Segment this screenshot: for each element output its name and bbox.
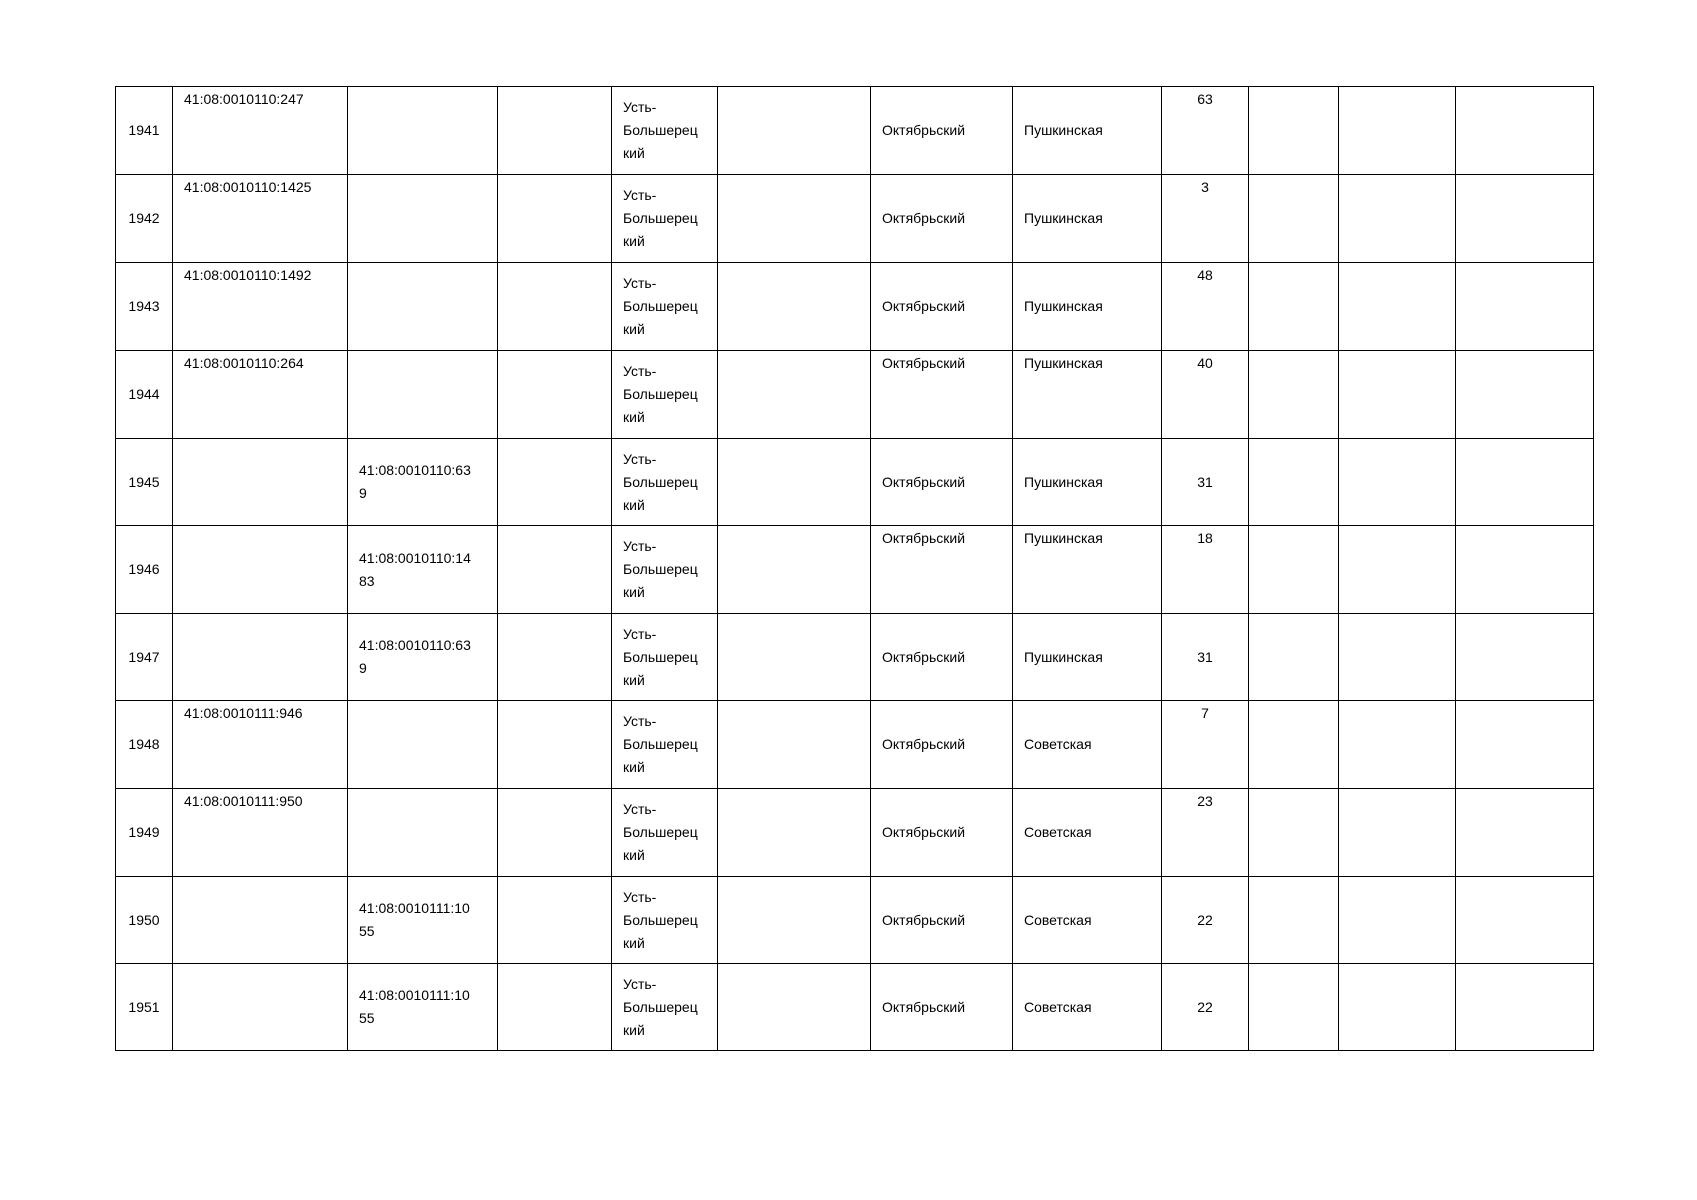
cadastral-number: 41:08:0010111:946: [184, 705, 303, 721]
house-number: 40: [1197, 355, 1213, 371]
district-line: Усть-: [623, 450, 657, 467]
row-number: 1951: [128, 998, 160, 1015]
parent-cadastral-number-cell: [348, 614, 498, 701]
table-row: [116, 701, 1594, 789]
street: Советская: [1024, 998, 1092, 1015]
district-line: кий: [623, 934, 645, 951]
parent-cadastral-number-line: 55: [359, 923, 375, 939]
district-cell: [612, 701, 718, 789]
table-row: [116, 526, 1594, 614]
house-number: 63: [1197, 91, 1213, 107]
empty-cell: [1339, 351, 1456, 439]
empty-cell: [718, 351, 871, 439]
street: Советская: [1024, 824, 1092, 840]
empty-cell: [1249, 439, 1339, 526]
parent-cadastral-number-cell: [348, 789, 498, 877]
empty-cell: [718, 614, 871, 701]
settlement: Октябрьский: [882, 355, 966, 371]
district-line: кий: [623, 1021, 645, 1038]
street: Пушкинская: [1024, 530, 1103, 546]
house-number-cell: [1162, 789, 1249, 877]
settlement-cell: [871, 351, 1013, 439]
district-cell: [612, 175, 718, 263]
row-number-cell: [116, 175, 173, 263]
parent-cadastral-number-cell: [348, 439, 498, 526]
row-number: 1946: [128, 561, 160, 577]
street-cell: [1013, 526, 1162, 614]
empty-cell: [1456, 263, 1594, 351]
district-line: Усть-: [623, 801, 657, 817]
empty-cell: [718, 964, 871, 1051]
district-cell: [612, 964, 718, 1051]
table-body: [116, 87, 1594, 1051]
empty-cell: [498, 614, 612, 701]
street-cell: [1013, 701, 1162, 789]
district-cell: [612, 87, 718, 175]
cadastral-number-cell: [173, 877, 348, 964]
district-line: Большерец: [623, 386, 698, 402]
row-number: 1948: [128, 736, 160, 752]
house-number: 48: [1197, 267, 1213, 283]
empty-cell: [498, 351, 612, 439]
district-line: Большерец: [623, 298, 698, 314]
parent-cadastral-number-cell: [348, 263, 498, 351]
empty-cell: [1249, 701, 1339, 789]
street-cell: [1013, 263, 1162, 351]
house-number-cell: [1162, 439, 1249, 526]
table-row: [116, 789, 1594, 877]
empty-cell: [1456, 789, 1594, 877]
settlement: Октябрьский: [882, 998, 966, 1015]
empty-cell: [498, 175, 612, 263]
district-line: Усть-: [623, 363, 657, 379]
house-number: 31: [1197, 648, 1213, 665]
house-number: 22: [1197, 998, 1213, 1015]
street-cell: [1013, 964, 1162, 1051]
settlement: Октябрьский: [882, 911, 966, 928]
district-line: Большерец: [623, 473, 698, 490]
street: Пушкинская: [1024, 122, 1103, 138]
cadastral-number: 41:08:0010110:1425: [184, 179, 312, 195]
district-line: Усть-: [623, 713, 657, 729]
district-line: кий: [623, 233, 645, 249]
settlement-cell: [871, 614, 1013, 701]
empty-cell: [1456, 701, 1594, 789]
parent-cadastral-number-line: 41:08:0010111:10: [359, 900, 470, 916]
house-number-cell: [1162, 526, 1249, 614]
empty-cell: [1339, 526, 1456, 614]
house-number: 18: [1197, 530, 1213, 546]
street-cell: [1013, 439, 1162, 526]
settlement: Октябрьский: [882, 648, 966, 665]
row-number: 1950: [128, 911, 160, 928]
street-cell: [1013, 87, 1162, 175]
settlement: Октябрьский: [882, 530, 966, 546]
district-line: Большерец: [623, 648, 698, 665]
settlement-cell: [871, 263, 1013, 351]
empty-cell: [1456, 439, 1594, 526]
registry-table: [115, 86, 1594, 1051]
row-number-cell: [116, 701, 173, 789]
district-line: кий: [623, 321, 645, 337]
parent-cadastral-number-cell: [348, 701, 498, 789]
district-line: кий: [623, 496, 645, 513]
empty-cell: [498, 789, 612, 877]
street-cell: [1013, 351, 1162, 439]
settlement: Октябрьский: [882, 298, 966, 314]
empty-cell: [718, 175, 871, 263]
parent-cadastral-number-line: 83: [359, 572, 375, 589]
row-number: 1949: [128, 824, 160, 840]
empty-cell: [498, 877, 612, 964]
district-line: Усть-: [623, 538, 657, 554]
row-number: 1943: [128, 298, 160, 314]
table-row: [116, 439, 1594, 526]
house-number-cell: [1162, 263, 1249, 351]
empty-cell: [1456, 87, 1594, 175]
empty-cell: [718, 701, 871, 789]
cadastral-number-cell: [173, 789, 348, 877]
row-number-cell: [116, 789, 173, 877]
row-number-cell: [116, 526, 173, 614]
settlement: Октябрьский: [882, 824, 966, 840]
empty-cell: [718, 877, 871, 964]
street: Пушкинская: [1024, 648, 1103, 665]
district-line: Усть-: [623, 625, 657, 642]
empty-cell: [1339, 877, 1456, 964]
empty-cell: [1339, 964, 1456, 1051]
settlement-cell: [871, 439, 1013, 526]
table-row: [116, 964, 1594, 1051]
cadastral-number: 41:08:0010110:247: [184, 91, 304, 107]
district-line: кий: [623, 847, 645, 863]
district-line: Усть-: [623, 187, 657, 203]
house-number-cell: [1162, 87, 1249, 175]
district-cell: [612, 263, 718, 351]
parent-cadastral-number-line: 41:08:0010110:63: [359, 462, 471, 478]
parent-cadastral-number-line: 9: [359, 660, 367, 676]
district-line: кий: [623, 409, 645, 425]
empty-cell: [1456, 964, 1594, 1051]
empty-cell: [1339, 701, 1456, 789]
row-number: 1942: [128, 210, 160, 226]
district-cell: [612, 439, 718, 526]
empty-cell: [1249, 263, 1339, 351]
district-line: кий: [623, 145, 645, 161]
empty-cell: [1249, 175, 1339, 263]
empty-cell: [498, 964, 612, 1051]
cadastral-number-cell: [173, 701, 348, 789]
empty-cell: [1456, 175, 1594, 263]
house-number-cell: [1162, 175, 1249, 263]
empty-cell: [718, 526, 871, 614]
empty-cell: [1456, 877, 1594, 964]
empty-cell: [1249, 614, 1339, 701]
district-line: Усть-: [623, 975, 657, 992]
row-number: 1945: [128, 473, 160, 490]
empty-cell: [498, 526, 612, 614]
empty-cell: [498, 263, 612, 351]
empty-cell: [1249, 964, 1339, 1051]
district-line: Усть-: [623, 888, 657, 905]
empty-cell: [1456, 526, 1594, 614]
parent-cadastral-number-cell: [348, 964, 498, 1051]
table-row: [116, 175, 1594, 263]
street: Пушкинская: [1024, 473, 1103, 490]
empty-cell: [1249, 877, 1339, 964]
house-number-cell: [1162, 964, 1249, 1051]
district-line: Большерец: [623, 561, 698, 577]
empty-cell: [718, 439, 871, 526]
cadastral-number-cell: [173, 439, 348, 526]
row-number-cell: [116, 439, 173, 526]
table-row: [116, 614, 1594, 701]
district-cell: [612, 526, 718, 614]
parent-cadastral-number-line: 41:08:0010110:14: [359, 549, 471, 566]
street-cell: [1013, 614, 1162, 701]
settlement-cell: [871, 175, 1013, 263]
parent-cadastral-number-cell: [348, 877, 498, 964]
empty-cell: [1339, 614, 1456, 701]
house-number: 22: [1197, 911, 1213, 928]
district-line: кий: [623, 584, 645, 600]
settlement-cell: [871, 877, 1013, 964]
cadastral-number: 41:08:0010111:950: [184, 793, 303, 809]
parent-cadastral-number-line: 41:08:0010111:10: [359, 987, 470, 1003]
empty-cell: [1249, 789, 1339, 877]
district-line: Большерец: [623, 911, 698, 928]
empty-cell: [1339, 263, 1456, 351]
district-cell: [612, 351, 718, 439]
row-number: 1941: [128, 122, 160, 138]
cadastral-number-cell: [173, 964, 348, 1051]
settlement: Октябрьский: [882, 736, 966, 752]
parent-cadastral-number-line: 55: [359, 1010, 375, 1026]
district-cell: [612, 789, 718, 877]
house-number: 31: [1197, 473, 1213, 490]
empty-cell: [1249, 87, 1339, 175]
district-line: кий: [623, 759, 645, 775]
empty-cell: [1456, 351, 1594, 439]
street: Советская: [1024, 911, 1092, 928]
row-number-cell: [116, 263, 173, 351]
empty-cell: [1249, 526, 1339, 614]
empty-cell: [1339, 175, 1456, 263]
settlement-cell: [871, 789, 1013, 877]
row-number-cell: [116, 87, 173, 175]
parent-cadastral-number-cell: [348, 351, 498, 439]
district-cell: [612, 877, 718, 964]
row-number: 1944: [128, 386, 160, 402]
street-cell: [1013, 877, 1162, 964]
street-cell: [1013, 175, 1162, 263]
empty-cell: [718, 263, 871, 351]
empty-cell: [1339, 789, 1456, 877]
row-number-cell: [116, 877, 173, 964]
house-number-cell: [1162, 351, 1249, 439]
table-row: [116, 877, 1594, 964]
empty-cell: [1456, 614, 1594, 701]
house-number-cell: [1162, 614, 1249, 701]
house-number-cell: [1162, 877, 1249, 964]
district-line: кий: [623, 671, 645, 688]
street: Пушкинская: [1024, 298, 1103, 314]
district-line: Усть-: [623, 275, 657, 291]
empty-cell: [718, 87, 871, 175]
street-cell: [1013, 789, 1162, 877]
row-number: 1947: [128, 648, 160, 665]
cadastral-number: 41:08:0010110:264: [184, 355, 304, 371]
house-number: 3: [1201, 179, 1209, 195]
table-row: [116, 351, 1594, 439]
empty-cell: [1249, 351, 1339, 439]
empty-cell: [1339, 439, 1456, 526]
district-line: Усть-: [623, 99, 657, 115]
district-line: Большерец: [623, 122, 698, 138]
empty-cell: [498, 439, 612, 526]
settlement-cell: [871, 701, 1013, 789]
street: Пушкинская: [1024, 210, 1103, 226]
empty-cell: [498, 701, 612, 789]
cadastral-number-cell: [173, 614, 348, 701]
street: Советская: [1024, 736, 1092, 752]
parent-cadastral-number-cell: [348, 175, 498, 263]
settlement: Октябрьский: [882, 473, 966, 490]
table-row: [116, 263, 1594, 351]
district-line: Большерец: [623, 998, 698, 1015]
district-cell: [612, 614, 718, 701]
registry-table-sheet: [115, 86, 1593, 1051]
row-number-cell: [116, 614, 173, 701]
empty-cell: [1339, 87, 1456, 175]
district-line: Большерец: [623, 736, 698, 752]
parent-cadastral-number-cell: [348, 526, 498, 614]
house-number-cell: [1162, 701, 1249, 789]
row-number-cell: [116, 964, 173, 1051]
cadastral-number-cell: [173, 263, 348, 351]
settlement-cell: [871, 526, 1013, 614]
empty-cell: [718, 789, 871, 877]
settlement: Октябрьский: [882, 122, 966, 138]
cadastral-number-cell: [173, 175, 348, 263]
parent-cadastral-number-line: 9: [359, 485, 367, 501]
district-line: Большерец: [623, 210, 698, 226]
settlement-cell: [871, 964, 1013, 1051]
settlement: Октябрьский: [882, 210, 966, 226]
district-line: Большерец: [623, 824, 698, 840]
table-row: [116, 87, 1594, 175]
parent-cadastral-number-line: 41:08:0010110:63: [359, 637, 471, 653]
house-number: 7: [1201, 705, 1209, 721]
parent-cadastral-number-cell: [348, 87, 498, 175]
cadastral-number: 41:08:0010110:1492: [184, 267, 312, 283]
cadastral-number-cell: [173, 526, 348, 614]
settlement-cell: [871, 87, 1013, 175]
empty-cell: [498, 87, 612, 175]
street: Пушкинская: [1024, 355, 1103, 371]
row-number-cell: [116, 351, 173, 439]
cadastral-number-cell: [173, 87, 348, 175]
cadastral-number-cell: [173, 351, 348, 439]
house-number: 23: [1197, 793, 1213, 809]
